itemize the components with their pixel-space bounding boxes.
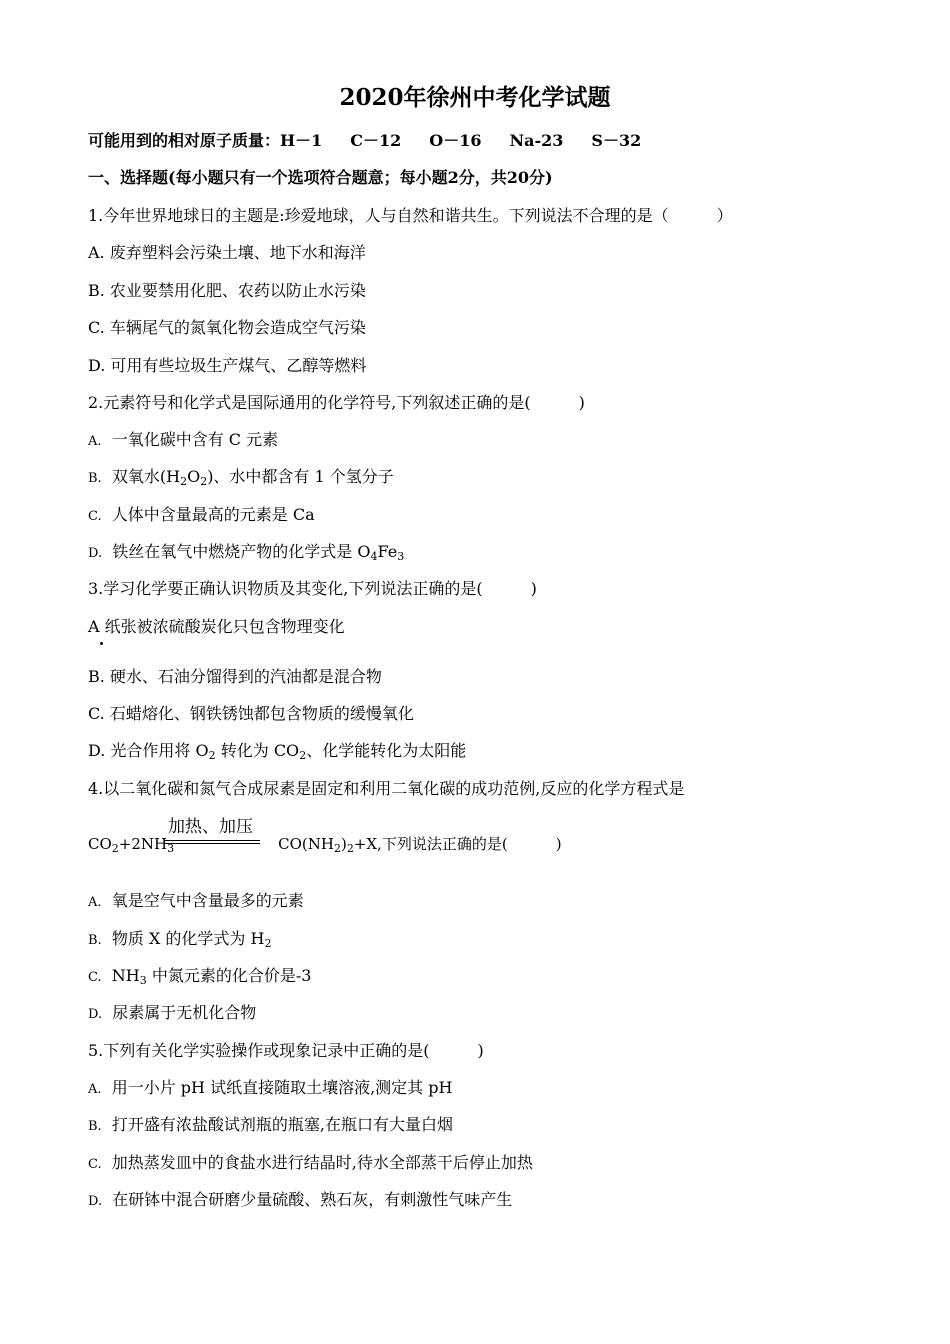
q1-option-b: B. 农业要禁用化肥、农药以防止水污染: [88, 281, 366, 300]
equation-text: CO: [88, 835, 112, 853]
option-label: B.: [88, 471, 102, 486]
q1-option-d: D. 可用有些垃圾生产煤气、乙醇等燃料: [88, 356, 367, 375]
subscript: 2: [111, 842, 119, 855]
question-3-stem: [88, 579, 537, 599]
option-text: 尿素属于无机化合物: [112, 1003, 257, 1022]
subscript: 2: [208, 749, 216, 762]
option-label: A.: [88, 434, 102, 449]
option-label: D.: [88, 546, 103, 561]
q2-option-a: [88, 430, 278, 452]
q1-stem-text: 1.今年世界地球日的主题是:珍爱地球，人与自然和谐共生。下列说法不合理的是（: [88, 206, 669, 225]
subscript: 3: [139, 974, 147, 987]
q5-option-b: [88, 1115, 453, 1137]
subscript: 2: [180, 475, 188, 488]
q5-close: ): [477, 1041, 484, 1060]
q3-option-a: A 纸张被浓硫酸炭化只包含物理变化: [88, 617, 345, 636]
subscript: 2: [200, 475, 208, 488]
option-label: B.: [88, 933, 102, 948]
atomic-mass-label: 可能用到的相对原子质量：: [88, 131, 281, 150]
equation-text: +2NH: [118, 835, 168, 853]
q1-option-c: C. 车辆尾气的氮氧化物会造成空气污染: [88, 318, 366, 337]
stray-dot: [100, 642, 103, 645]
option-text: 在研钵中混合研磨少量硫酸、熟石灰，有刺激性气味产生: [112, 1190, 513, 1209]
equation-line: [88, 834, 562, 859]
option-text: NH: [111, 966, 140, 985]
option-label: A.: [88, 1082, 102, 1097]
equation-text: +X,下列说法正确的是(: [353, 835, 508, 853]
option-text: 用一小片 pH 试纸直接随取土壤溶液,测定其 pH: [111, 1078, 453, 1097]
subscript: 2: [333, 842, 341, 855]
q3-close: ): [530, 579, 537, 598]
mass-s: S－32: [591, 131, 642, 150]
page-title: 2020年徐州中考化学试题: [339, 84, 611, 111]
option-text: )、水中都含有 1 个氢分子: [207, 467, 394, 486]
subscript: 4: [370, 550, 378, 563]
q4-option-c: [88, 966, 311, 991]
option-text: 加热蒸发皿中的食盐水进行结晶时,待水全部蒸干后停止加热: [111, 1153, 533, 1172]
option-label: C.: [88, 1157, 102, 1172]
option-text: 中氮元素的化合价是-3: [146, 966, 312, 985]
question-2-stem: [88, 393, 585, 413]
option-text: 双氧水(H: [111, 467, 181, 486]
q1-option-a: A. 废弃塑料会污染土壤、地下水和海洋: [88, 243, 366, 262]
question-4-stem: 4.以二氧化碳和氮气合成尿素是固定和利用二氧化碳的成功范例,反应的化学方程式是: [88, 779, 685, 798]
option-label: C.: [88, 970, 102, 985]
q2-close: ): [578, 393, 585, 412]
equation-text: CO(NH: [278, 835, 334, 853]
q2-option-d: [88, 542, 404, 567]
reaction-condition: 加热、加压: [168, 817, 253, 837]
option-label: D.: [88, 1007, 103, 1022]
q3-stem-text: 3.学习化学要正确认识物质及其变化,下列说法正确的是(: [88, 579, 483, 598]
q2-option-b: [88, 467, 394, 492]
q5-option-a: [88, 1078, 452, 1100]
q3-option-c: C. 石蜡熔化、钢铁锈蚀都包含物质的缓慢氧化: [88, 704, 414, 723]
option-text: 铁丝在氧气中燃烧产物的化学式是 O: [112, 542, 371, 561]
q3-option-b: B. 硬水、石油分馏得到的汽油都是混合物: [88, 667, 382, 686]
q4-option-d: [88, 1003, 256, 1025]
mass-h: H－1: [280, 131, 323, 150]
option-label: C.: [88, 509, 102, 524]
q2-stem-text: 2.元素符号和化学式是国际通用的化学符号,下列叙述正确的是(: [88, 393, 531, 412]
option-text: 、化学能转化为太阳能: [306, 741, 467, 760]
subscript: 3: [397, 550, 405, 563]
mass-na: Na-23: [509, 131, 564, 150]
option-text: 转化为 CO: [215, 741, 300, 760]
q3-option-d: [88, 741, 466, 766]
subscript: 2: [299, 749, 307, 762]
q4-option-b: [88, 929, 271, 954]
question-1-stem: [88, 206, 733, 226]
q5-option-c: [88, 1153, 533, 1175]
option-text: 氧是空气中含量最多的元素: [111, 891, 304, 910]
subscript: 3: [167, 842, 175, 855]
q4-option-a: [88, 891, 304, 913]
atomic-mass-line: [88, 131, 669, 151]
equation-text: ): [340, 835, 347, 853]
option-text: Fe: [377, 542, 398, 561]
option-label: B.: [88, 1119, 102, 1134]
question-5-stem: [88, 1041, 484, 1061]
section-heading: 一、选择题(每小题只有一个选项符合题意；每小题2分，共20分): [88, 168, 553, 187]
q2-option-c: [88, 505, 315, 527]
mass-c: C－12: [350, 131, 402, 150]
option-text: D. 光合作用将 O: [88, 741, 209, 760]
option-text: 物质 X 的化学式为 H: [111, 929, 265, 948]
option-label: D.: [88, 1194, 103, 1209]
q1-close: ）: [716, 206, 733, 225]
q5-stem-text: 5.下列有关化学实验操作或现象记录中正确的是(: [88, 1041, 430, 1060]
option-label: A.: [88, 895, 102, 910]
option-text: O: [187, 467, 201, 486]
q5-option-d: [88, 1190, 512, 1212]
q4-close: ): [555, 835, 562, 853]
option-text: 打开盛有浓盐酸试剂瓶的瓶塞,在瓶口有大量白烟: [111, 1115, 453, 1134]
option-text: 人体中含量最高的元素是 Ca: [111, 505, 315, 524]
subscript: 2: [264, 937, 272, 950]
option-text: 一氧化碳中含有 C 元素: [111, 430, 279, 449]
mass-o: O－16: [429, 131, 482, 150]
subscript: 2: [346, 842, 354, 855]
